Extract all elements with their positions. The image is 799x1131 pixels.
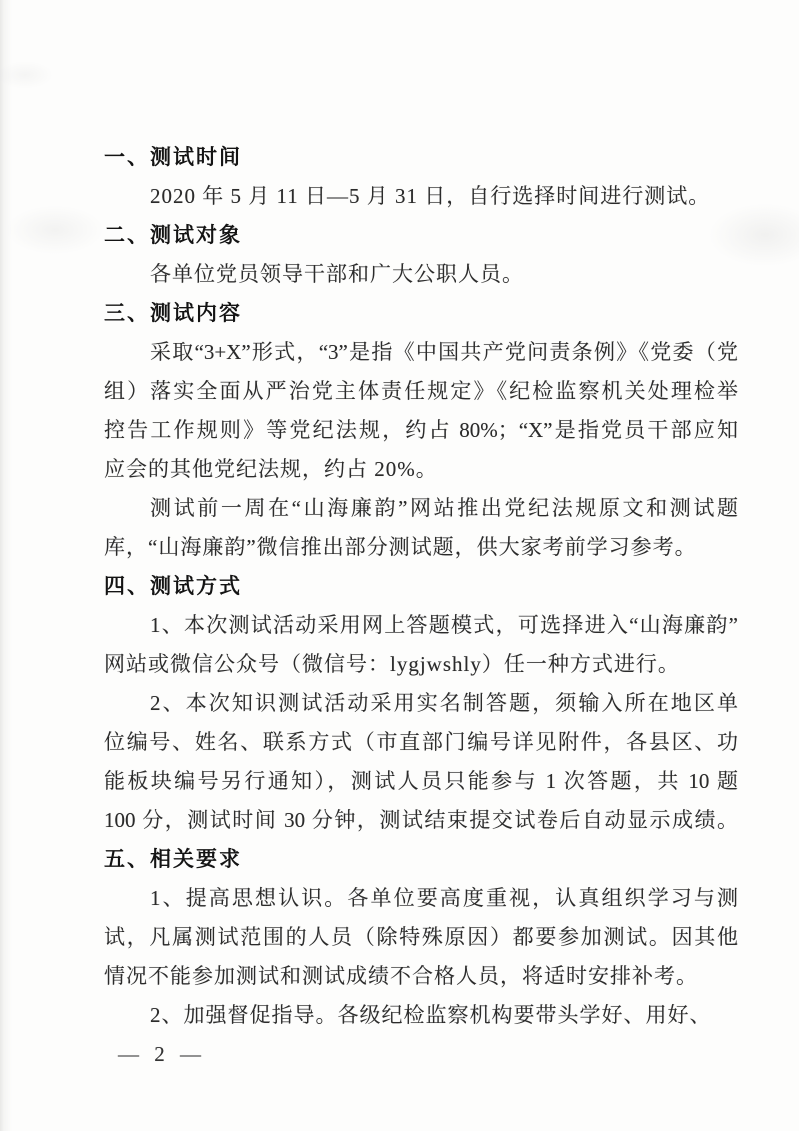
section-1-heading: 一、测试时间 <box>104 146 242 169</box>
body-line: 能板块编号另行通知），测试人员只能参与 1 次答题，共 10 题 <box>104 769 738 793</box>
body-line: 网站或微信公众号（微信号：lygjwshly）任一种方式进行。 <box>104 652 680 676</box>
body-line: 应会的其他党纪法规，约占 20%。 <box>104 457 438 481</box>
body-line: 2、加强督促指导。各级纪检监察机构要带头学好、用好、 <box>150 1003 712 1027</box>
section-3-heading: 三、测试内容 <box>104 302 242 325</box>
body-line: 2、本次知识测试活动采用实名制答题，须输入所在地区单 <box>150 691 738 715</box>
body-line: 1、本次测试活动采用网上答题模式，可选择进入“山海廉韵” <box>150 613 738 637</box>
document-body <box>104 138 738 1074</box>
body-line: 各单位党员领导干部和广大公职人员。 <box>150 262 524 286</box>
body-line: 情况不能参加测试和测试成绩不合格人员，将适时安排补考。 <box>104 964 698 988</box>
section-5-heading: 五、相关要求 <box>104 848 242 871</box>
body-line: 2020 年 5 月 11 日—5 月 31 日，自行选择时间进行测试。 <box>150 184 711 208</box>
section-4-heading: 四、测试方式 <box>104 575 242 598</box>
body-line: 位编号、姓名、联系方式（市直部门编号详见附件，各县区、功 <box>104 730 738 754</box>
body-line: 采取“3+X”形式，“3”是指《中国共产党问责条例》《党委（党 <box>150 340 738 364</box>
body-line: 测试前一周在“山海廉韵”网站推出党纪法规原文和测试题 <box>150 496 738 520</box>
body-line: 1、提高思想认识。各单位要高度重视，认真组织学习与测 <box>150 886 738 910</box>
body-line: 试，凡属测试范围的人员（除特殊原因）都要参加测试。因其他 <box>104 925 738 949</box>
body-line: 控告工作规则》等党纪法规，约占 80%；“X”是指党员干部应知 <box>104 418 738 442</box>
section-2-heading: 二、测试对象 <box>104 224 242 247</box>
body-line: 组）落实全面从严治党主体责任规定》《纪检监察机关处理检举 <box>104 379 738 403</box>
page-number: — 2 — <box>118 1042 206 1066</box>
body-line: 100 分，测试时间 30 分钟，测试结束提交试卷后自动显示成绩。 <box>104 808 738 832</box>
body-line: 库，“山海廉韵”微信推出部分测试题，供大家考前学习参考。 <box>104 535 697 559</box>
